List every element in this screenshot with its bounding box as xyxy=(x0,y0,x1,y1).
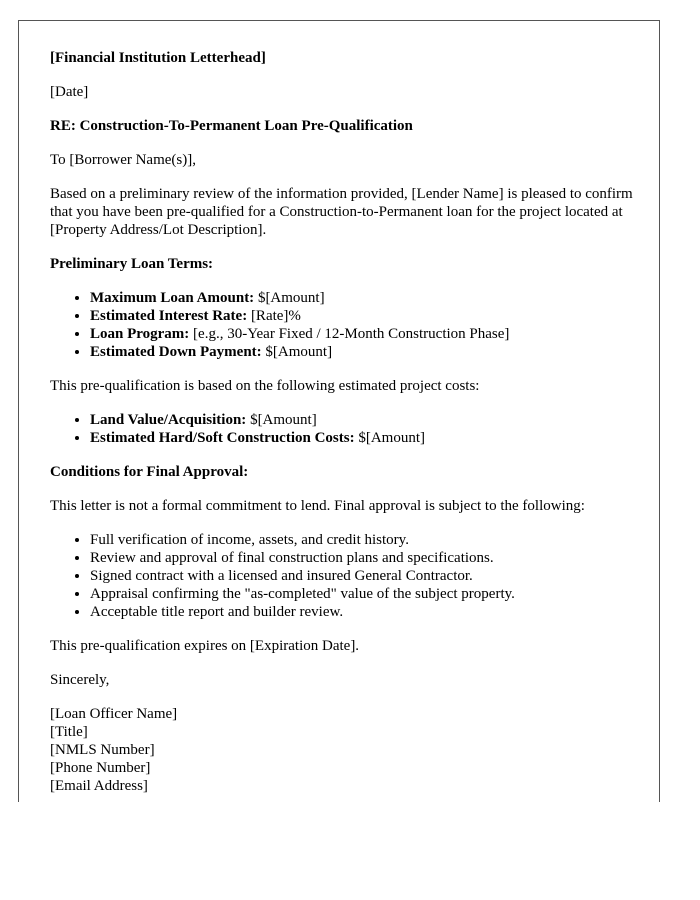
re-line: RE: Construction-To-Permanent Loan Pre-Qualification xyxy=(50,118,413,134)
signer-title: [Title] xyxy=(50,724,88,740)
conditions-list xyxy=(50,531,640,621)
letterhead: [Financial Institution Letterhead] xyxy=(50,50,266,66)
cost-label: Land Value/Acquisition: xyxy=(90,412,247,428)
list-item: • Full verification of income, assets, and credit history. xyxy=(90,531,640,549)
conditions-heading: Conditions for Final Approval: xyxy=(50,464,249,480)
term-value: $[Amount] xyxy=(261,344,333,360)
costs-list xyxy=(50,411,640,447)
salutation: To [Borrower Name(s)], xyxy=(50,152,196,168)
letter-date: [Date] xyxy=(50,84,89,100)
loan-terms-heading: Preliminary Loan Terms: xyxy=(50,256,214,272)
list-item: • Review and approval of final construction plans and specifications. xyxy=(90,549,640,567)
letter-body xyxy=(50,49,640,795)
cost-value: $[Amount] xyxy=(246,412,317,428)
list-item xyxy=(90,411,640,429)
cost-value: $[Amount] xyxy=(354,430,426,446)
list-item xyxy=(90,325,640,343)
term-value: [e.g., 30-Year Fixed / 12-Month Construction Phase] xyxy=(189,326,510,342)
list-item xyxy=(90,429,640,447)
term-label: Estimated Interest Rate: xyxy=(90,308,248,324)
costs-intro: This pre-qualification is based on the following estimated project costs: xyxy=(50,378,480,394)
term-label: Loan Program: xyxy=(90,326,190,342)
term-label: Maximum Loan Amount: xyxy=(90,290,255,306)
signer-name: [Loan Officer Name] xyxy=(50,706,178,722)
list-item xyxy=(90,289,640,307)
signer-nmls: [NMLS Number] xyxy=(50,742,155,758)
list-item: • Signed contract with a licensed and insured General Contractor. xyxy=(90,567,640,585)
term-value: $[Amount] xyxy=(254,290,325,306)
loan-terms-list xyxy=(50,289,640,361)
list-item xyxy=(90,307,640,325)
signature-block xyxy=(50,705,640,795)
signer-phone: [Phone Number] xyxy=(50,760,151,776)
cost-label: Estimated Hard/Soft Construction Costs: xyxy=(90,430,355,446)
list-item xyxy=(90,343,640,361)
term-value: [Rate]% xyxy=(247,308,301,324)
list-item: • Acceptable title report and builder review. xyxy=(90,603,640,621)
expiration-notice: This pre-qualification expires on [Expiration Date]. xyxy=(50,638,360,654)
letter-page xyxy=(18,20,660,802)
signer-email: [Email Address] xyxy=(50,778,148,794)
intro-paragraph: Based on a preliminary review of the information provided, [Lender Name] is pleased to confirm that you have been pre-qualified for a Construction-to-Permanent loan for the project located at [Property Address/Lot Description]. xyxy=(50,186,633,238)
list-item: • Appraisal confirming the "as-completed" value of the subject property. xyxy=(90,585,640,603)
closing: Sincerely, xyxy=(50,672,110,688)
conditions-intro: This letter is not a formal commitment to lend. Final approval is subject to the following: xyxy=(50,498,585,514)
term-label: Estimated Down Payment: xyxy=(90,344,262,360)
